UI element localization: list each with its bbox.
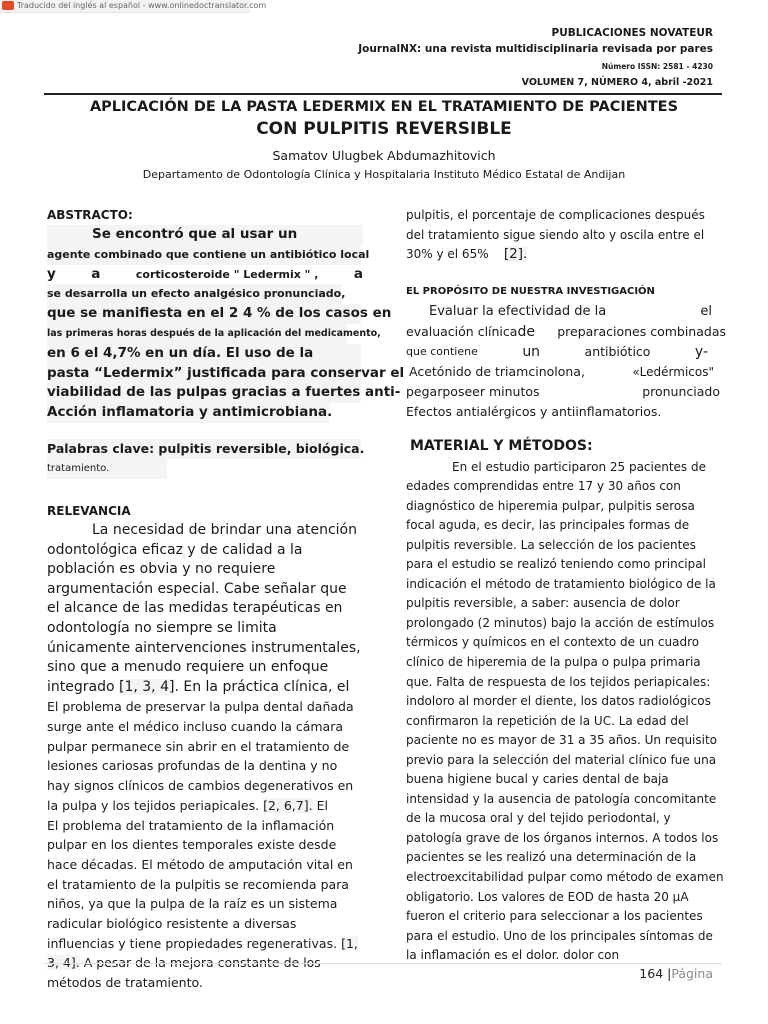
publisher-name: PUBLICACIONES NOVATEUR bbox=[551, 27, 713, 39]
title-line-1: APLICACIÓN DE LA PASTA LEDERMIX EN EL TRATAMIENTO DE PACIENTES bbox=[89, 99, 679, 115]
purpose-word: y- bbox=[694, 343, 708, 360]
relevance-tail: . En la práctica clínica, el bbox=[174, 678, 350, 695]
page-number: 164 bbox=[639, 966, 664, 981]
keywords bbox=[47, 439, 363, 479]
author-affiliation: Departamento de Odontología Clínica y Hospitalaria Instituto Médico Estatal de Andijan bbox=[142, 168, 626, 181]
purpose-word: preparaciones combinadas bbox=[557, 323, 726, 339]
purpose-word: «Ledérmicos" bbox=[632, 364, 714, 379]
purpose-word-a: pegar bbox=[406, 383, 443, 399]
left-column bbox=[47, 207, 405, 993]
purpose-line bbox=[406, 362, 726, 382]
purpose-line: Efectos antialérgicos y antiinflamatorios. bbox=[406, 403, 662, 419]
relevance-text: La necesidad de brindar una atención odontológica eficaz y de calidad a la población es obvia y no requiere argumentación especial. Cabe señalar que el alcance de las medidas terapéuticas en odontología no siempre se limita únicamente aintervenciones instrumentales, sino que a menudo requiere un enfoque integrado bbox=[47, 521, 361, 695]
purpose-paragraph bbox=[406, 302, 726, 422]
purpose-line bbox=[406, 322, 726, 342]
purpose-word bbox=[406, 382, 540, 402]
right-column bbox=[406, 206, 726, 966]
purpose-line bbox=[406, 302, 726, 322]
paragraph-text: pulpitis, el porcentaje de complicaciones después del tratamiento sigue siendo alto y oscila entre el 30% y el 65% bbox=[406, 208, 705, 261]
journal-header bbox=[358, 26, 713, 90]
abstract-line: en 6 el 4,7% en un día. El uso de la bbox=[47, 344, 361, 364]
citation-ref: [2]. bbox=[503, 246, 528, 262]
abstract-spread-line bbox=[47, 265, 363, 285]
translator-logo-icon bbox=[2, 1, 14, 10]
abstract-word: a bbox=[353, 265, 363, 282]
abstract-text bbox=[47, 225, 405, 423]
purpose-word-b: de bbox=[517, 323, 535, 340]
material-heading: MATERIAL Y MÉTODOS: bbox=[410, 437, 593, 454]
purpose-line bbox=[406, 342, 726, 362]
purpose-word-a: evaluación clínica bbox=[406, 323, 518, 339]
keywords-line: Palabras clave: pulpitis reversible, biológica. bbox=[47, 439, 361, 459]
purpose-heading: EL PROPÓSITO DE NUESTRA INVESTIGACIÓN bbox=[406, 285, 655, 297]
volume-issue: VOLUMEN 7, NÚMERO 4, abril -2021 bbox=[521, 77, 713, 88]
purpose-word: Evaluar la efectividad de la bbox=[429, 303, 607, 319]
paragraph-tail: A pesar de la mejora constante de los métodos de tratamiento. bbox=[47, 955, 321, 991]
paragraph-tail: El bbox=[316, 797, 328, 813]
translator-text: Traducido del inglés al español - www.onlinedoctranslator.com bbox=[17, 1, 267, 10]
abstract-line: viabilidad de las pulpas gracias a fuertes anti- bbox=[47, 383, 361, 403]
abstract-line: agente combinado que contiene un antibiótico local bbox=[47, 245, 361, 265]
keywords-line: tratamiento. bbox=[47, 459, 167, 479]
abstract-line: las primeras horas después de la aplicación del medicamento, bbox=[47, 324, 347, 344]
header-divider bbox=[44, 93, 722, 95]
page-separator: | bbox=[667, 966, 672, 981]
abstract-line: se desarrolla un efecto analgésico pronunciado, bbox=[47, 284, 341, 304]
citation-ref: [1, 3, 4] bbox=[119, 678, 175, 695]
journal-name: JournalNX: una revista multidisciplinaria revisada por pares bbox=[358, 43, 713, 55]
purpose-word: el bbox=[700, 303, 712, 319]
purpose-word-b: poseer minutos bbox=[442, 383, 540, 399]
title-line-2: CON PULPITIS REVERSIBLE bbox=[256, 119, 512, 139]
purpose-line bbox=[406, 382, 726, 402]
abstract-word: y bbox=[47, 265, 56, 282]
abstract-heading: ABSTRACTO: bbox=[47, 208, 133, 222]
body-paragraph bbox=[47, 816, 363, 993]
abstract-line: Acción inflamatoria y antimicrobiana. bbox=[47, 403, 329, 423]
abstract-line: pasta “Ledermix” justificada para conservar el bbox=[47, 364, 361, 384]
purpose-word: un bbox=[522, 343, 541, 360]
purpose-word bbox=[406, 322, 535, 342]
abstract-line: que se manifiesta en el 2 4 % de los casos en bbox=[47, 304, 361, 324]
purpose-word: antibiótico bbox=[584, 343, 651, 359]
page-label: Página bbox=[671, 966, 713, 981]
author-name: Samatov Ulugbek Abdumazhitovich bbox=[272, 148, 496, 163]
continued-paragraph bbox=[406, 206, 726, 265]
body-paragraph bbox=[47, 697, 363, 815]
purpose-word: Acetónido de triamcinolona, bbox=[409, 363, 585, 379]
page-footer bbox=[639, 966, 713, 982]
abstract-word: corticosteroide " Ledermix " , bbox=[135, 267, 319, 281]
relevance-heading: RELEVANCIA bbox=[47, 503, 131, 518]
abstract-line: Se encontró que al usar un bbox=[47, 225, 363, 245]
citation-ref: [1, 3, 4]. bbox=[47, 935, 358, 971]
material-paragraph: En el estudio participaron 25 pacientes de edades comprendidas entre 17 y 30 años con diagnóstico de hiperemia pulpar, pulpitis serosa focal aguda, es decir, las principales formas de pulpitis reversible. La selección de los pacientes para el estudio se realizó teniendo como principal indicación el método de tratamiento biológico de la pulpitis reversible, a saber: ausencia de dolor prolongado (2 minutos) bajo la acción de estímulos térmicos y químicos en el contexto de un cuadro clínico de hiperemia de la pulpa o pulpa primaria que. Falta de respuesta de los tejidos periapicales: indoloro al morder el diente, los datos radiológicos confirmaron la repetición de la UC. La edad del paciente no es mayor de 31 a 35 años. Un requisito previo para la selección del material clínico fue una buena higiene bucal y caries dental de baja intensidad y la ausencia de patología concomitante de la mucosa oral y del tejido periodontal, y patología grave de los órganos internos. A todos los pacientes se les realizó una determinación de la electroexcitabilidad pulpar como método de examen obligatorio. Los valores de EOD de hasta 20 μA fueron el criterio para seleccionar a los pacientes para el estudio. Uno de los principales síntomas de la inflamación es el dolor. dolor con bbox=[406, 459, 724, 963]
citation-ref: [2, 6,7]. bbox=[263, 797, 313, 813]
purpose-word: pronunciado bbox=[642, 383, 720, 399]
purpose-word: que contiene bbox=[406, 344, 478, 358]
paragraph-text: El problema del tratamiento de la inflamación pulpar en los dientes temporales existe desde hace décadas. El método de amputación vital en el tratamiento de la pulpitis se recomienda para niños, ya que la pulpa de la raíz es un sistema radicular biológico resistente a diversas influencias y tiene propiedades regenerativas. bbox=[47, 817, 353, 951]
relevance-paragraph bbox=[47, 521, 363, 697]
footer-divider bbox=[44, 963, 722, 964]
abstract-word: a bbox=[91, 265, 101, 282]
paragraph-text: El problema de preservar la pulpa dental dañada surge ante el médico incluso cuando la cámara pulpar permanece sin abrir en el tratamiento de lesiones cariosas profundas de la dentina y no hay signos clínicos de cambios degenerativos en la pulpa y los tejidos periapicales. bbox=[47, 699, 354, 813]
article-title bbox=[40, 98, 728, 141]
translator-banner[interactable] bbox=[0, 0, 267, 13]
issn-number: Número ISSN: 2581 - 4230 bbox=[601, 62, 713, 71]
